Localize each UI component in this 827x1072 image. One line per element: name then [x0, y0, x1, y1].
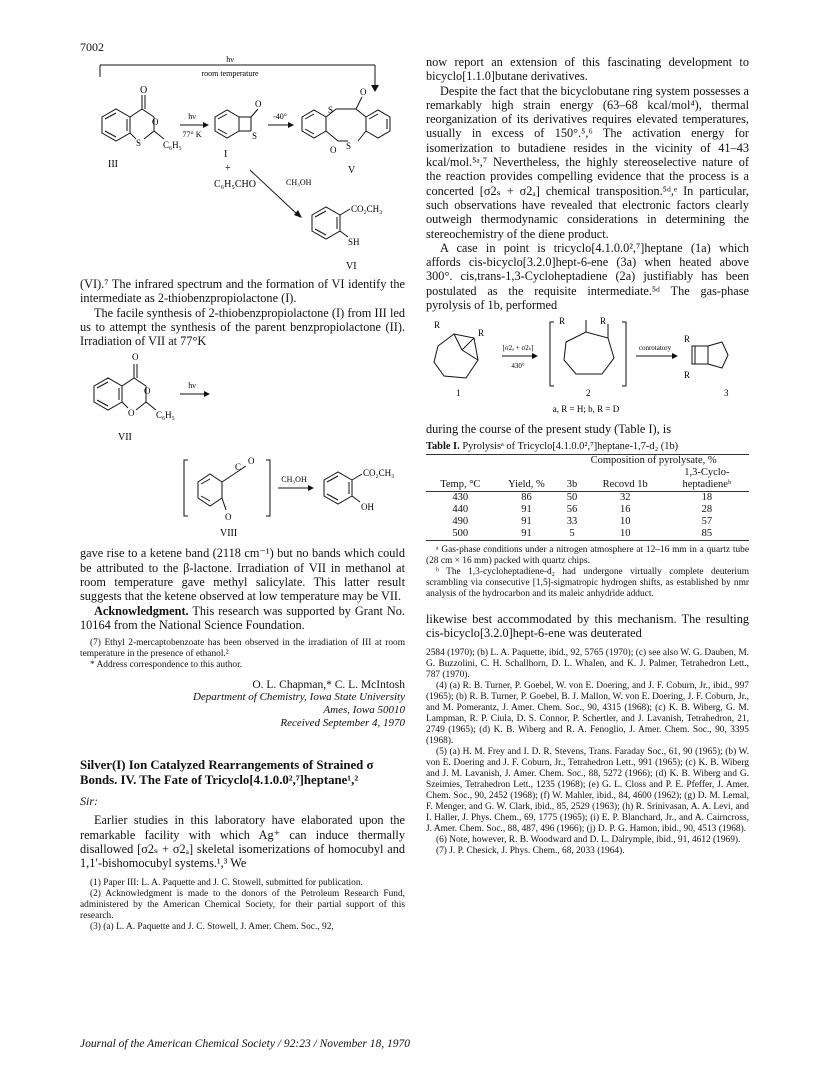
c6h5-label: C₆H₅: [156, 410, 175, 421]
r-label: R: [478, 328, 485, 339]
compound-1-structure: [434, 334, 478, 378]
footnote-3a: (3) (a) L. A. Paquette and J. C. Stowell, J. Amer. Chem. Soc., 92,: [90, 922, 334, 933]
footnote-2: (2) Acknowledgment is made to the donors of the Petroleum Research Fund, administered by the American Chemical Society, for their partial support of this research.: [80, 889, 405, 922]
footnote-4: (4) (a) R. B. Turner, P. Goebel, W. von E. Doering, and J. F. Coburn, Jr., ibid., 997 (1965); (b) R. B. Turner, P. Goebel, B. J. Mallon, W. von E. Doering, J. F. Coburn, Jr., and M. Pomerantz, J. Amer. Chem. Soc., 90, 4315 (1968); (c) K. B. Wiberg, G. M. Lampman, R. P. Ciula, D. S. Connor, P. Schertler, and J. Lavanish, Tetrahedron, 21, 2749 (1965); (d) K. B. Wiberg and R. A. Fenoglio, J. Amer. Chem. Soc., 90, 3395 (1968).: [426, 681, 749, 747]
r-label: R: [434, 320, 441, 331]
journal-footer: Journal of the American Chemical Society / 92:23 / November 18, 1970: [80, 1038, 411, 1050]
footnote-5: (5) (a) H. M. Frey and I. D. R. Stevens, Trans. Faraday Soc., 61, 90 (1965); (b) W. von E. Doering and J. F. Coburn, Jr., Tetrahedron Lett., 991 (1965); (c) K. B. Wiberg and J. M. Lavanish, J. Amer. Chem. Soc., 88, 5272 (1966); (d) K. B. Wiberg and G. Szeimies, Tetrahedron Lett., 1235 (1968); (e) G. L. Closs and P. E. Pfeffer, J. Amer. Chem. Soc., 90, 2452 (1968); (f) W. Mahler, ibid., 84, 4600 (1962); (g) D. M. Lemal, F. Menger, and G. W. Clark, ibid., 85, 2529 (1963); (h) R. Srinivasan, A. A. Levi, and I. Haller, J. Phys. Chem., 69, 1775 (1965); (i) E. P. Blanchard, Jr., and A. Cairncross, J. Amer. Chem. Soc., 88, 487, 496 (1966); (j) D. P. G. Hamon, ibid., 90, 4513 (1968).: [426, 747, 749, 835]
hydroxyl-label: OH: [361, 502, 374, 513]
table-cell: 10: [619, 527, 631, 539]
acknowledgment-text: This research was supported by Grant No. 10164 from the National Science Foundation.: [80, 603, 405, 632]
page-number: 7002: [80, 40, 104, 54]
step1-temp: 77° K: [182, 130, 202, 139]
table-cell: 91: [521, 515, 532, 527]
right-para-1: now report an extension of this fascinating development to bicyclo[1.1.0]butane derivatives.: [426, 55, 749, 84]
top-arrow-hv: hν: [226, 55, 234, 64]
table-cell: 32: [619, 491, 631, 503]
acknowledgment-label: Acknowledgment.: [94, 603, 189, 618]
left-para-1: (VI).⁷ The infrared spectrum and the formation of VI identify the intermediate as 2-thiobenzpropiolactone (I).: [80, 277, 405, 306]
ester-label: CO₂CH₃: [351, 204, 383, 214]
scheme-pyrolysis: [426, 312, 749, 422]
table-cell: 28: [701, 503, 713, 515]
methanol-label: CH₃OH: [286, 178, 312, 187]
top-arrow-room-temp: room temperature: [201, 69, 259, 78]
table-cell: 490: [452, 515, 469, 527]
table-cell: 91: [521, 527, 532, 539]
footnote-6: (6) Note, however, R. B. Woodward and D. L. Dalrymple, ibid., 91, 4612 (1969).: [436, 835, 741, 846]
compound-VI-label: VI: [346, 261, 357, 272]
compound-III-label: III: [108, 159, 118, 170]
atom-o: O: [132, 352, 139, 363]
table-cell: 86: [521, 491, 532, 503]
scheme-benzopropiolactone: [80, 348, 405, 546]
table-header-recovd: Recovd 1b: [602, 478, 648, 490]
atom-o: O: [144, 386, 151, 397]
temp-label: 430°: [511, 362, 525, 371]
left-para-4: Earlier studies in this laboratory have elaborated upon the remarkable facility with which Ag⁺ can induce thermally disallowed [σ2ₛ + σ2ₐ] skeletal isomerizations of homocubyl and 1,1′-bishomocubyl systems.¹,³ We: [80, 813, 405, 871]
table-header-heptadiene-1: 1,3-Cyclo-: [684, 466, 730, 478]
hv-label: hν: [188, 381, 196, 391]
atom-o: O: [128, 408, 135, 419]
table-cell: 91: [521, 503, 532, 515]
compound-I-label: I: [224, 149, 228, 160]
benzaldehyde-label: C₆H₅CHO: [214, 179, 256, 190]
table-cell: 5: [569, 527, 575, 539]
table-cell: 430: [452, 491, 469, 503]
left-para-3: gave rise to a ketene band (2118 cm⁻¹) but no bands which could be attributed to the β-lactone. Irradiation of VII in methanol at room temperature gave methyl salicylate. This latter result suggests that the ketene observed at low temperature may be VII.: [80, 546, 405, 604]
c6h5-label: C₆H₅: [163, 140, 182, 150]
footnote-star: * Address correspondence to this author.: [90, 660, 243, 671]
table-cell: 10: [619, 515, 631, 527]
table-label: Table I.: [426, 440, 460, 452]
atom-o: O: [140, 85, 148, 96]
table-row: [426, 491, 749, 504]
table-cell: 50: [566, 491, 578, 503]
table-cell: 18: [701, 491, 713, 503]
compound-VIII-label: VIII: [220, 528, 238, 540]
right-para-3: A case in point is tricyclo[4.1.0.0²,⁷]heptane (1a) which affords cis-bicyclo[3.2.0]hept-6-ene (3a) when heated above 300°. cis,trans-1,3-Cycloheptadiene (2a) justifiably has been postulated as the requisite intermediate.⁵ᵈ The gas-phase pyrolysis of 1b, performed: [426, 240, 749, 313]
conrotatory-label: conrotatory: [638, 344, 672, 353]
author-names: O. L. Chapman,* C. L. McIntosh: [252, 679, 405, 692]
compound-2-label: 2: [586, 388, 591, 399]
right-para-4: during the course of the present study (Table I), is: [426, 422, 672, 437]
table-cell: 440: [452, 503, 469, 515]
ester-label: CO₂CH₃: [363, 468, 395, 479]
methanol-label: CH₃OH: [281, 475, 307, 485]
ketene-c: C: [235, 462, 242, 473]
pyrolysis-table: [426, 454, 749, 541]
table-row: [426, 504, 749, 516]
table-header-yield: Yield, %: [508, 478, 545, 490]
table-cell: 56: [566, 503, 578, 515]
left-column: [80, 55, 405, 933]
atom-s: S: [346, 141, 352, 151]
r-label: R: [684, 334, 691, 345]
table-cell: 500: [452, 527, 469, 539]
table-header-heptadiene-2: heptadieneᵇ: [682, 478, 732, 490]
compound-1-label: 1: [456, 388, 461, 399]
substituent-legend: a, R = H; b, R = D: [552, 404, 620, 415]
table-row: [426, 528, 749, 541]
right-para-5: likewise best accommodated by this mechanism. The resulting cis-bicyclo[3.2.0]hept-6-ene was deuterated: [426, 611, 749, 640]
compound-3-structure: [692, 342, 728, 368]
table-cell: 85: [701, 527, 713, 539]
thiol-label: SH: [348, 237, 360, 247]
salutation: Sir:: [80, 794, 98, 809]
author-department: Department of Chemistry, Iowa State University: [192, 691, 405, 704]
atom-o: O: [330, 145, 337, 155]
r-label: R: [600, 316, 607, 327]
methyl-salicylate-structure: [324, 472, 362, 504]
author-city: Ames, Iowa 50010: [323, 704, 405, 717]
acknowledgment: [80, 604, 405, 633]
right-para-2: Despite the fact that the bicyclobutane ring system possesses a remarkably high strain energy (63–68 kcal/mol⁴), thermal reorganization of its derivatives requires elevated temperatures, usually in excess of 150°.⁵,⁶ The activation energy for isomerization to butadiene resides in the vicinity of 41–43 kcal/mol.⁵ᵃ,⁷ Nevertheless, the highly stereoselective nature of the reaction provides compelling evidence that the process is a concerted [σ2ₛ + σ2ₐ] chemical transposition.⁵ᵈ,ᵉ In particular, such observations have revealed that electronic factors clearly outweigh thermodynamic considerations in determining the stereochemistry of the diene product.: [426, 83, 749, 241]
atom-s: S: [252, 131, 258, 141]
atom-s: S: [328, 105, 334, 115]
compound-V-structure: [302, 97, 390, 141]
scheme-thiolactone-photolysis: [80, 55, 405, 277]
table-group-header: Composition of pyrolysate, %: [590, 454, 717, 466]
table-footnote-b: ᵇ The 1,3-cycloheptadiene-d₂ had undergone virtually complete deuterium scrambling via consecutive [1,5]-sigmatropic hydrogen shifts, as established by nmr analysis of the hydrocarbon and its maleic anhydride adduct.: [426, 566, 749, 599]
left-para-2: The facile synthesis of 2-thiobenzpropiolactone (I) from III led us to attempt the synthesis of the parent benzpropiolactone (II). Irradiation of VII at 77°K: [80, 305, 405, 349]
footnote-7-ref: (7) J. P. Chesick, J. Phys. Chem., 68, 2033 (1964).: [436, 846, 625, 857]
sigma-label: [σ2ₐ + σ2ₛ]: [502, 344, 534, 353]
r-label: R: [684, 370, 691, 381]
received-date: Received September 4, 1970: [280, 717, 405, 730]
table-cell: 16: [619, 503, 631, 515]
right-column: [426, 55, 749, 857]
atom-o: O: [360, 87, 367, 97]
atom-s: S: [136, 138, 142, 148]
table-footnote-a: ᵃ Gas-phase conditions under a nitrogen atmosphere at 12–16 mm in a quartz tube (28 cm × 16 mm) packed with quartz chips.: [426, 544, 749, 566]
atom-o: O: [152, 117, 159, 127]
compound-VIII-structure: [184, 460, 270, 516]
table-cell: 57: [701, 515, 713, 527]
table-caption: [426, 441, 749, 452]
compound-VII-label: VII: [118, 432, 132, 444]
atom-o: O: [248, 456, 255, 467]
article-title: Silver(I) Ion Catalyzed Rearrangements of Strained σ Bonds. IV. The Fate of Tricyclo[4.1.0.0²,⁷]heptane¹,²: [80, 758, 374, 788]
compound-3-label: 3: [724, 388, 729, 399]
footnote-1: (1) Paper III: L. A. Paquette and J. C. Stowell, submitted for publication.: [90, 878, 363, 889]
table-cell: 33: [566, 515, 578, 527]
table-header-temp: Temp, °C: [440, 478, 481, 490]
atom-o: O: [255, 99, 262, 109]
table-header-3b: 3b: [566, 478, 578, 490]
compound-VI-structure: [312, 207, 350, 239]
plus-sign: +: [225, 163, 231, 174]
table-caption-text: Pyrolysisᵃ of Tricyclo[4.1.0.0²,⁷]heptane-1,7-d₂ (1b): [462, 440, 679, 452]
atom-o: O: [225, 512, 232, 523]
compound-2-structure: [550, 320, 626, 386]
r-label: R: [559, 316, 566, 327]
step1-hv: hν: [188, 112, 196, 121]
table-row: [426, 516, 749, 528]
compound-V-label: V: [348, 165, 356, 176]
footnote-7: (7) Ethyl 2-mercaptobenzoate has been observed in the irradiation of III at room temperature in the presence of ethanol.²: [80, 638, 405, 660]
footnote-3b: 2584 (1970); (b) L. A. Paquette, ibid., 92, 5765 (1970); (c) see also W. G. Dauben, M. G. Buzzolini, C. H. Schallhorn, D. L. Whalen, and K. J. Palmer, Tetrahedron Lett., 787 (1970).: [426, 648, 749, 681]
step2-temp: -40°: [273, 112, 287, 121]
